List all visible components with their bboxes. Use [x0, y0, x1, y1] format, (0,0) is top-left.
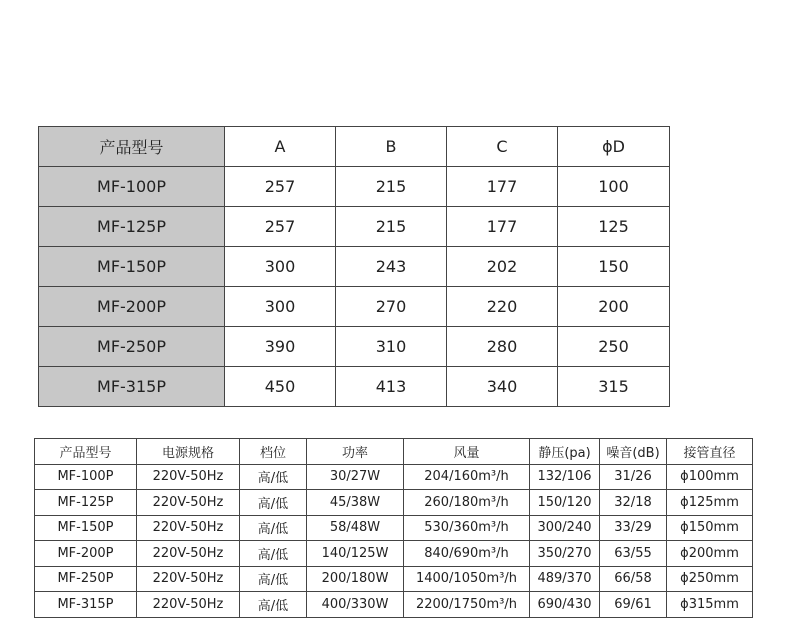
table-cell: 300: [225, 247, 336, 287]
table-cell: 280: [447, 327, 558, 367]
model-cell: MF-150P: [39, 247, 225, 287]
table-row: [39, 167, 670, 207]
table-cell: 260/180m³/h: [404, 490, 530, 516]
model-cell: MF-150P: [35, 515, 137, 541]
table-cell: ϕ125mm: [667, 490, 753, 516]
table-row: [35, 592, 753, 618]
table-cell: 300/240: [530, 515, 600, 541]
table-cell: 840/690m³/h: [404, 541, 530, 567]
table-row: [35, 566, 753, 592]
header-cell: B: [336, 127, 447, 167]
table-cell: 150: [558, 247, 670, 287]
header-cell: A: [225, 127, 336, 167]
table-row: [35, 515, 753, 541]
table-cell: 220V-50Hz: [137, 541, 240, 567]
table-cell: 31/26: [600, 464, 667, 490]
table-cell: 220V-50Hz: [137, 515, 240, 541]
table-cell: 202: [447, 247, 558, 287]
table-row: [39, 247, 670, 287]
table-cell: 310: [336, 327, 447, 367]
header-cell: ϕD: [558, 127, 670, 167]
table-cell: 高/低: [240, 464, 307, 490]
table-cell: 32/18: [600, 490, 667, 516]
table-cell: 2200/1750m³/h: [404, 592, 530, 618]
table-cell: 270: [336, 287, 447, 327]
table-cell: ϕ150mm: [667, 515, 753, 541]
table-row: [35, 490, 753, 516]
table-cell: 215: [336, 167, 447, 207]
table-header-row: [39, 127, 670, 167]
header-cell: C: [447, 127, 558, 167]
table-cell: 300: [225, 287, 336, 327]
table-row: [35, 541, 753, 567]
model-cell: MF-315P: [39, 367, 225, 407]
table-cell: ϕ250mm: [667, 566, 753, 592]
table-cell: 220V-50Hz: [137, 566, 240, 592]
table-cell: 100: [558, 167, 670, 207]
table-cell: 45/38W: [307, 490, 404, 516]
table-cell: 220: [447, 287, 558, 327]
table-cell: ϕ200mm: [667, 541, 753, 567]
table-cell: 315: [558, 367, 670, 407]
table-cell: 200/180W: [307, 566, 404, 592]
table-cell: 30/27W: [307, 464, 404, 490]
table-header-row: [35, 439, 753, 465]
table-cell: 高/低: [240, 490, 307, 516]
table-cell: ϕ315mm: [667, 592, 753, 618]
header-cell: 噪音(dB): [600, 439, 667, 465]
table-cell: 400/330W: [307, 592, 404, 618]
table-cell: 250: [558, 327, 670, 367]
model-cell: MF-125P: [35, 490, 137, 516]
table-cell: 220V-50Hz: [137, 592, 240, 618]
table-cell: 高/低: [240, 566, 307, 592]
dimensions-table: [38, 126, 670, 407]
table-row: [39, 287, 670, 327]
table-cell: 243: [336, 247, 447, 287]
header-cell: 产品型号: [35, 439, 137, 465]
table-cell: 高/低: [240, 592, 307, 618]
table-cell: 1400/1050m³/h: [404, 566, 530, 592]
table-cell: 150/120: [530, 490, 600, 516]
model-cell: MF-250P: [39, 327, 225, 367]
model-cell: MF-200P: [35, 541, 137, 567]
table-cell: 177: [447, 167, 558, 207]
header-cell: 功率: [307, 439, 404, 465]
table-cell: 257: [225, 207, 336, 247]
table-cell: 450: [225, 367, 336, 407]
table-cell: 489/370: [530, 566, 600, 592]
table-cell: 140/125W: [307, 541, 404, 567]
header-cell: 电源规格: [137, 439, 240, 465]
table-cell: 220V-50Hz: [137, 464, 240, 490]
table-cell: 340: [447, 367, 558, 407]
header-cell: 档位: [240, 439, 307, 465]
header-cell: 静压(pa): [530, 439, 600, 465]
table-cell: 63/55: [600, 541, 667, 567]
table-row: [35, 464, 753, 490]
table-cell: 66/58: [600, 566, 667, 592]
model-cell: MF-315P: [35, 592, 137, 618]
table-cell: 413: [336, 367, 447, 407]
table-cell: 58/48W: [307, 515, 404, 541]
table-cell: 690/430: [530, 592, 600, 618]
table-cell: ϕ100mm: [667, 464, 753, 490]
table-cell: 200: [558, 287, 670, 327]
table-cell: 33/29: [600, 515, 667, 541]
table-cell: 204/160m³/h: [404, 464, 530, 490]
header-cell: 产品型号: [39, 127, 225, 167]
table-cell: 220V-50Hz: [137, 490, 240, 516]
model-cell: MF-250P: [35, 566, 137, 592]
table-cell: 69/61: [600, 592, 667, 618]
table-cell: 257: [225, 167, 336, 207]
model-cell: MF-100P: [39, 167, 225, 207]
table-cell: 高/低: [240, 541, 307, 567]
table-cell: 390: [225, 327, 336, 367]
table-cell: 高/低: [240, 515, 307, 541]
model-cell: MF-100P: [35, 464, 137, 490]
table-cell: 125: [558, 207, 670, 247]
table-cell: 530/360m³/h: [404, 515, 530, 541]
table-cell: 132/106: [530, 464, 600, 490]
table-cell: 215: [336, 207, 447, 247]
table-cell: 350/270: [530, 541, 600, 567]
header-cell: 风量: [404, 439, 530, 465]
specs-table: [34, 438, 753, 618]
table-row: [39, 327, 670, 367]
table-row: [39, 367, 670, 407]
table-row: [39, 207, 670, 247]
model-cell: MF-125P: [39, 207, 225, 247]
model-cell: MF-200P: [39, 287, 225, 327]
header-cell: 接管直径: [667, 439, 753, 465]
table-cell: 177: [447, 207, 558, 247]
